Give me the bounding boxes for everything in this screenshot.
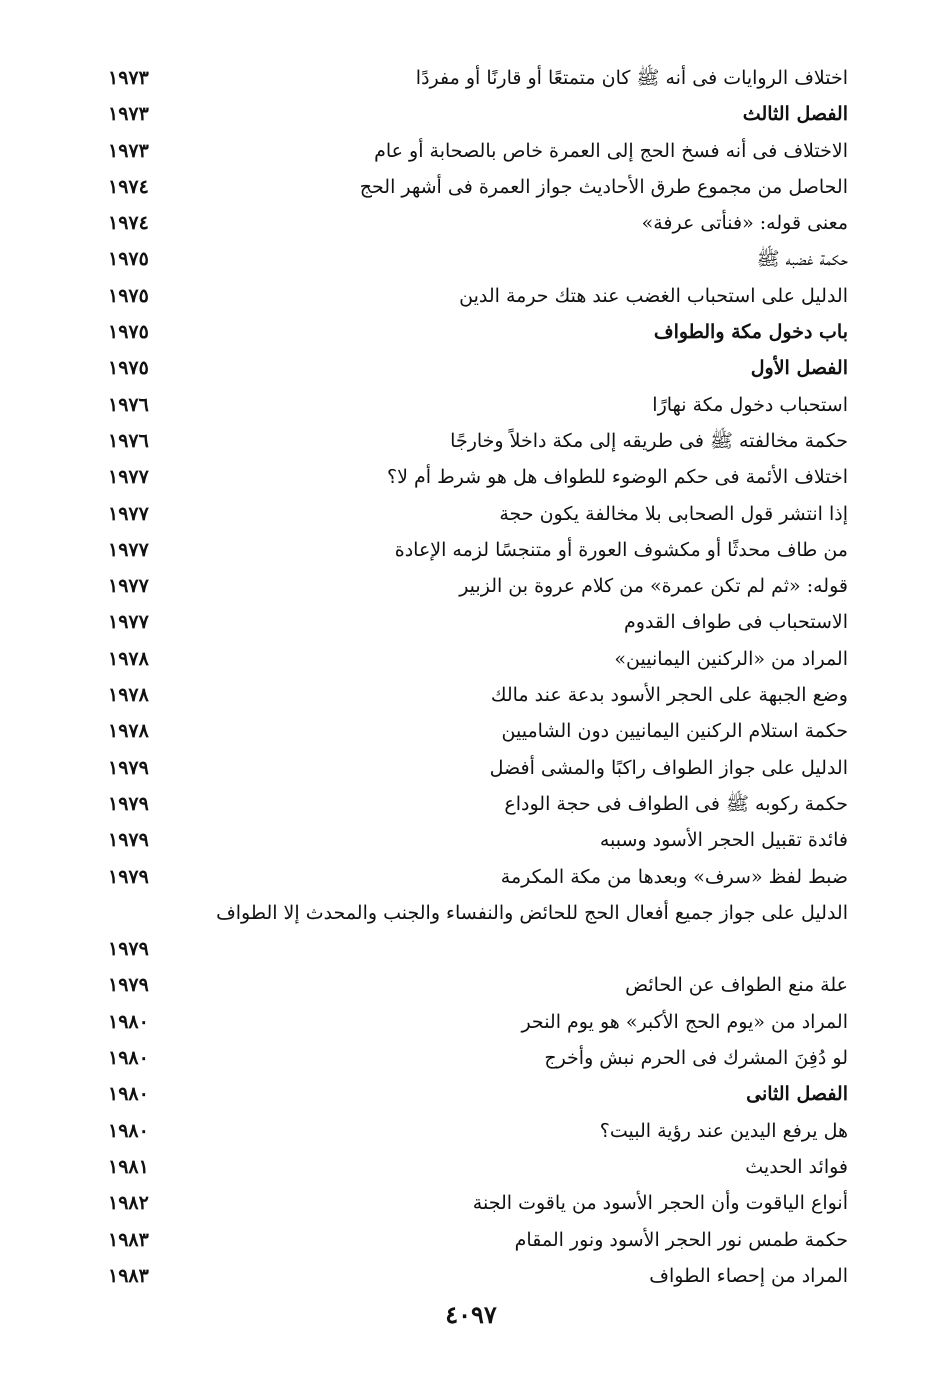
- entry-page-number: ١٩٧٤: [108, 212, 149, 235]
- entry-page-number: ١٩٧٩: [108, 938, 149, 961]
- entry-title: المراد من «يوم الحج الأكبر» هو يوم النحر: [521, 1010, 848, 1033]
- entry-page-number: ١٩٧٦: [108, 393, 149, 416]
- toc-entry: [100, 604, 852, 640]
- section-heading: الفصل الأول: [750, 357, 848, 380]
- toc-entry: [100, 496, 852, 532]
- entry-page-number: ١٩٧٧: [108, 502, 149, 525]
- toc-entry: [100, 532, 852, 568]
- toc-entry: [100, 1004, 852, 1040]
- toc-entry: [100, 859, 852, 895]
- toc-entry: [100, 387, 852, 423]
- entry-page-number: ١٩٨٠: [108, 1047, 149, 1070]
- entry-page-number: ١٩٨٣: [108, 1264, 149, 1287]
- entry-title: حكمة مخالفته ﷺ فى طريقه إلى مكة داخلاً وخارجًا: [450, 429, 848, 452]
- entry-page-number: ١٩٧٤: [108, 175, 149, 198]
- entry-title: اختلاف الروايات فى أنه ﷺ كان متمتعًا أو قارنًا أو مفردًا: [415, 67, 848, 89]
- entry-title: أنواع الياقوت وأن الحجر الأسود من ياقوت الجنة: [472, 1192, 848, 1215]
- entry-page-number: ١٩٧٩: [108, 974, 149, 997]
- toc-entry: [100, 713, 852, 749]
- toc-entry: [100, 241, 852, 277]
- entry-page-number: ١٩٧٧: [108, 575, 149, 598]
- entry-title: قوله: «ثم لم تكن عمرة» من كلام عروة بن الزبير: [459, 575, 848, 598]
- entry-title: حكمة ركوبه ﷺ فى الطواف فى حجة الوداع: [504, 792, 848, 815]
- entry-title: الدليل على استحباب الغضب عند هتك حرمة الدين: [459, 284, 848, 307]
- entry-title: حكمة طمس نور الحجر الأسود ونور المقام: [514, 1228, 848, 1251]
- toc-entry: [100, 568, 852, 604]
- entry-title: المراد من «الركنين اليمانيين»: [614, 647, 848, 670]
- entry-title: الدليل على جواز الطواف راكبًا والمشى أفضل: [489, 756, 848, 779]
- entry-page-number: ١٩٨٠: [108, 1010, 149, 1033]
- toc-entry: [100, 314, 852, 350]
- toc-entry: [100, 750, 852, 786]
- entry-page-number: ١٩٧٣: [108, 103, 149, 126]
- entry-title: حكمة استلام الركنين اليمانيين دون الشاميين: [501, 720, 848, 743]
- entry-title: من طاف محدثًا أو مكشوف العورة أو متنجسًا لزمه الإعادة: [394, 538, 848, 561]
- toc-entry: [100, 1222, 852, 1258]
- toc-entry: [100, 895, 852, 968]
- entry-page-number: ١٩٧٣: [108, 139, 149, 162]
- entry-title: هل يرفع اليدين عند رؤية البيت؟: [599, 1119, 848, 1142]
- entry-title: اختلاف الأئمة فى حكم الوضوء للطواف هل هو شرط أم لا؟: [387, 466, 848, 489]
- entry-title: استحباب دخول مكة نهارًا: [652, 393, 848, 416]
- entry-page-number: ١٩٧٥: [108, 248, 149, 271]
- entry-title: حكمة غضبه ﷺ: [756, 248, 848, 271]
- toc-entry: [100, 350, 852, 386]
- toc-entry: [100, 1185, 852, 1221]
- entry-title: الاستحباب فى طواف القدوم: [624, 611, 848, 634]
- entry-title: المراد من إحصاء الطواف: [649, 1264, 848, 1287]
- toc-entry: [100, 60, 852, 96]
- entry-page-number: ١٩٧٩: [108, 792, 149, 815]
- toc-entry: [100, 641, 852, 677]
- entry-page-number: ١٩٨١: [108, 1155, 149, 1178]
- entry-page-number: ١٩٧٥: [108, 357, 149, 380]
- toc-entry: [100, 133, 852, 169]
- entry-title: ضبط لفظ «سرف» وبعدها من مكة المكرمة: [500, 865, 848, 888]
- entry-title: الدليل على جواز جميع أفعال الحج للحائض والنفساء والجنب والمحدث إلا الطواف: [216, 901, 848, 924]
- toc-entry: [100, 967, 852, 1003]
- entry-page-number: ١٩٨٣: [108, 1228, 149, 1251]
- toc-entry: [100, 677, 852, 713]
- entry-page-number: ١٩٧٧: [108, 466, 149, 489]
- entry-page-number: ١٩٧٩: [108, 829, 149, 852]
- entry-page-number: ١٩٧٨: [108, 647, 149, 670]
- toc-entry: [100, 1040, 852, 1076]
- entry-title: الحاصل من مجموع طرق الأحاديث جواز العمرة فى أشهر الحج: [359, 175, 848, 198]
- entry-page-number: ١٩٧٥: [108, 321, 149, 344]
- entry-page-number: ١٩٨٢: [108, 1192, 149, 1215]
- entry-page-number: ١٩٧٦: [108, 429, 149, 452]
- entry-page-number: ١٩٧٩: [108, 865, 149, 888]
- entry-title: لو دُفِنَ المشرك فى الحرم نبش وأخرج: [544, 1047, 848, 1070]
- entry-page-number: ١٩٨٠: [108, 1119, 149, 1142]
- entry-page-number: ١٩٧٧: [108, 611, 149, 634]
- section-heading: الفصل الثانى: [746, 1083, 848, 1106]
- table-of-contents: [100, 60, 852, 1294]
- entry-title: فائدة تقبيل الحجر الأسود وسببه: [599, 829, 848, 852]
- entry-title: إذا انتشر قول الصحابى بلا مخالفة يكون حجة: [499, 502, 848, 525]
- entry-title: الاختلاف فى أنه فسخ الحج إلى العمرة خاص بالصحابة أو عام: [374, 139, 848, 162]
- toc-entry: [100, 786, 852, 822]
- entry-page-number: ١٩٨٠: [108, 1083, 149, 1106]
- page-number: ٤٠٩٧: [445, 1300, 497, 1329]
- toc-entry: [100, 169, 852, 205]
- entry-title: فوائد الحديث: [745, 1155, 848, 1178]
- toc-entry: [100, 96, 852, 132]
- entry-title: علة منع الطواف عن الحائض: [625, 974, 848, 997]
- toc-entry: [100, 459, 852, 495]
- toc-entry: [100, 1076, 852, 1112]
- entry-page-number: ١٩٧٧: [108, 538, 149, 561]
- toc-entry: [100, 1258, 852, 1294]
- section-heading: الفصل الثالث: [742, 103, 848, 126]
- toc-entry: [100, 278, 852, 314]
- section-heading: باب دخول مكة والطواف: [653, 321, 848, 344]
- entry-title: معنى قوله: «فنأتى عرفة»: [641, 212, 848, 235]
- entry-title: وضع الجبهة على الحجر الأسود بدعة عند مالك: [490, 684, 848, 707]
- toc-entry: [100, 822, 852, 858]
- toc-entry: [100, 423, 852, 459]
- entry-page-number: ١٩٧٣: [108, 67, 149, 89]
- entry-page-number: ١٩٧٨: [108, 684, 149, 707]
- entry-page-number: ١٩٧٩: [108, 756, 149, 779]
- entry-page-number: ١٩٧٨: [108, 720, 149, 743]
- toc-entry: [100, 205, 852, 241]
- entry-page-number: ١٩٧٥: [108, 284, 149, 307]
- toc-entry: [100, 1149, 852, 1185]
- toc-entry: [100, 1113, 852, 1149]
